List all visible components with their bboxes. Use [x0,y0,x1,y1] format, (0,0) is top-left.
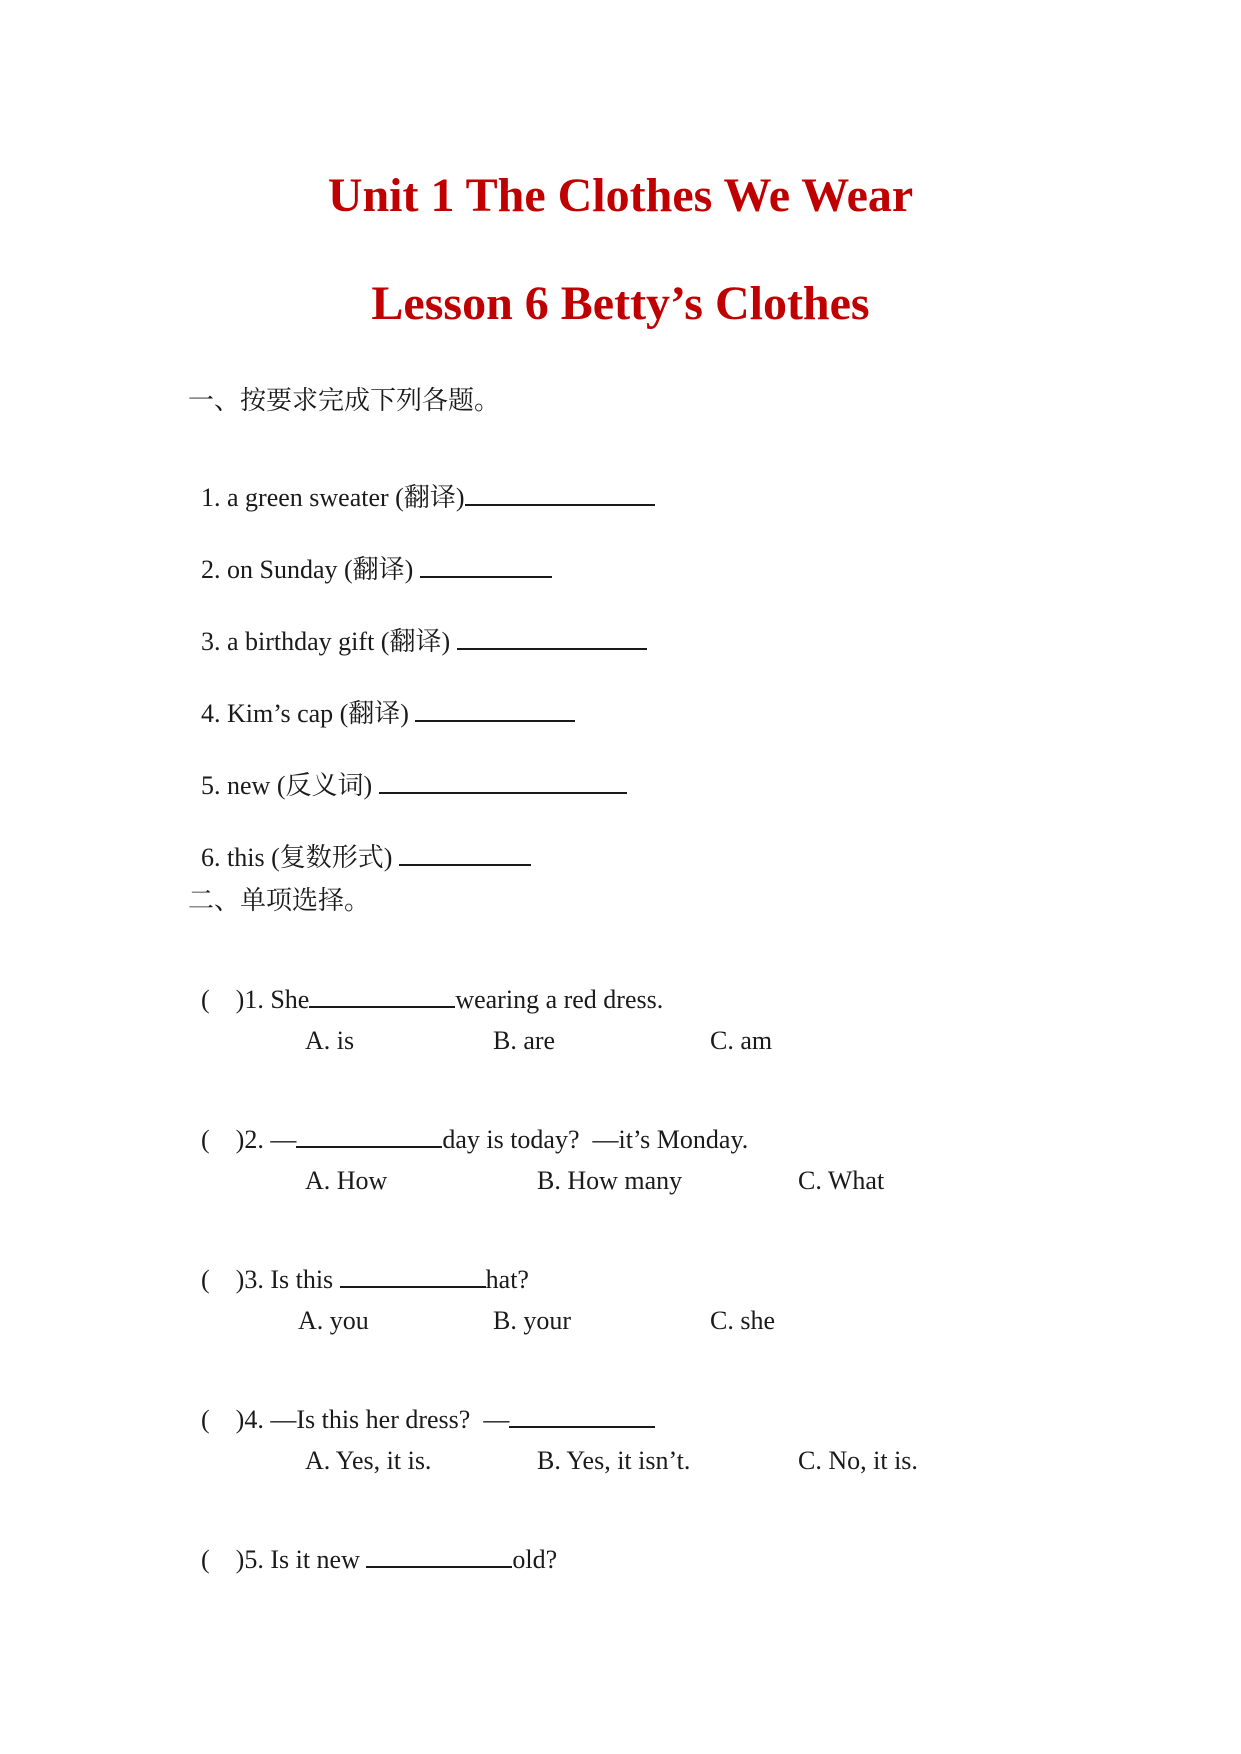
unit-title: Unit 1 The Clothes We Wear [327,169,914,222]
item-text: 3. a birthday gift (翻译) [201,627,457,656]
answer-blank[interactable] [457,626,647,650]
section2-heading: 二、单项选择。 [188,886,371,915]
section1-item [188,744,627,799]
answer-blank[interactable] [296,1124,442,1148]
option-a[interactable]: A. is [305,1026,355,1055]
answer-blank[interactable] [415,698,575,722]
question-prefix: ( )3. Is this [201,1265,340,1294]
question-1 [188,958,663,1013]
question-suffix: day is today? —it’s Monday. [442,1125,749,1154]
option-b[interactable]: B. your [493,1306,571,1335]
section1-item [188,816,531,871]
answer-blank[interactable] [379,770,627,794]
option-b[interactable]: B. are [493,1026,556,1055]
option-c[interactable]: C. No, it is. [798,1446,918,1475]
question-suffix: old? [512,1545,558,1574]
option-b[interactable]: B. How many [537,1166,683,1195]
option-a[interactable]: A. How [305,1166,388,1195]
section1-item [188,672,575,727]
item-text: 4. Kim’s cap (翻译) [201,699,416,728]
item-text: 2. on Sunday (翻译) [201,555,420,584]
question-suffix: hat? [485,1265,529,1294]
section1-item [188,528,552,583]
lesson-title: Lesson 6 Betty’s Clothes [371,277,870,330]
question-prefix: ( )4. —Is this her dress? — [201,1405,510,1434]
option-c[interactable]: C. she [710,1306,775,1335]
option-c[interactable]: C. am [710,1026,773,1055]
answer-blank[interactable] [509,1404,655,1428]
section1-heading: 一、按要求完成下列各题。 [188,386,501,415]
question-prefix: ( )1. She [201,985,310,1014]
question-4 [188,1378,655,1433]
answer-blank[interactable] [465,482,655,506]
answer-blank[interactable] [309,984,455,1008]
question-suffix: wearing a red dress. [455,985,664,1014]
option-a[interactable]: A. you [298,1306,369,1335]
item-text: 6. this (复数形式) [201,843,399,872]
option-c[interactable]: C. What [798,1166,885,1195]
question-prefix: ( )5. Is it new [201,1545,367,1574]
section1-item [188,456,655,511]
option-a[interactable]: A. Yes, it is. [305,1446,432,1475]
answer-blank[interactable] [366,1544,512,1568]
question-2 [188,1098,748,1153]
item-text: 5. new (反义词) [201,771,379,800]
section1-item [188,600,647,655]
answer-blank[interactable] [420,554,552,578]
question-prefix: ( )2. — [201,1125,297,1154]
answer-blank[interactable] [399,842,531,866]
option-b[interactable]: B. Yes, it isn’t. [537,1446,691,1475]
question-5 [188,1518,557,1573]
question-3 [188,1238,529,1293]
answer-blank[interactable] [340,1264,486,1288]
item-text: 1. a green sweater (翻译) [201,483,465,512]
